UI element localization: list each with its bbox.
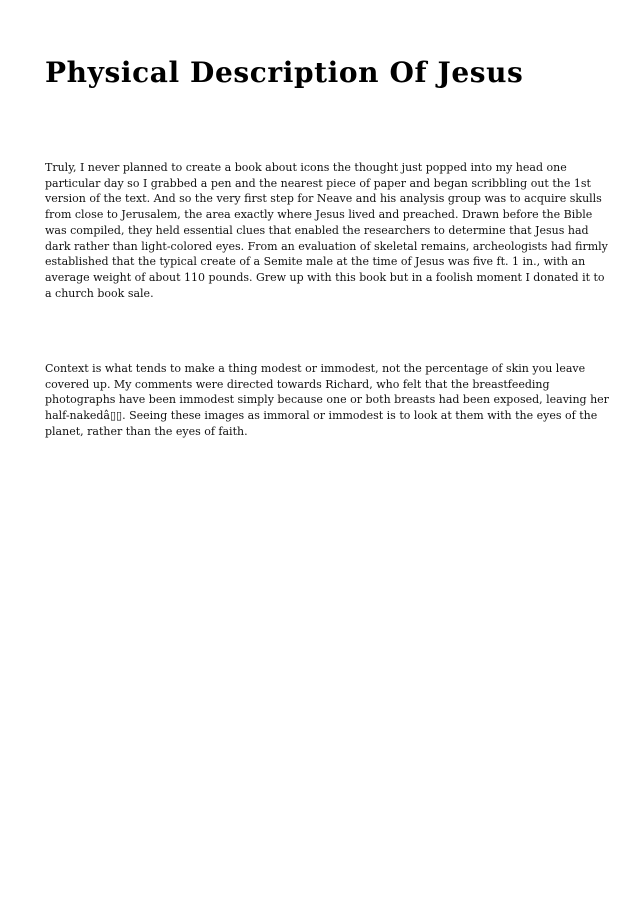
paragraph-line: Context is what tends to make a thing modest or immodest, not the percentage of skin you leave bbox=[45, 362, 586, 375]
paragraph-line: planet, rather than the eyes of faith. bbox=[45, 424, 248, 438]
paragraph-line: from close to Jerusalem, the area exactly where Jesus lived and preached. Drawn before the Bible bbox=[45, 208, 593, 222]
paragraph-2 bbox=[45, 361, 609, 440]
paragraph-line: half-nakedâ▯▯. Seeing these images as immoral or immodest is to look at them with the eyes of the bbox=[45, 409, 598, 423]
paragraph-line: photographs have been immodest simply because one or both breasts had been exposed, leaving her bbox=[45, 393, 609, 407]
paragraph-line: Truly, I never planned to create a book about icons the thought just popped into my head one bbox=[45, 161, 567, 174]
paragraph-line: particular day so I grabbed a pen and the nearest piece of paper and began scribbling out the 1st bbox=[45, 176, 591, 190]
page-title: Physical Description Of Jesus bbox=[45, 56, 524, 89]
paragraph-1 bbox=[45, 160, 608, 301]
paragraph-line: dark rather than light-colored eyes. From an evaluation of skeletal remains, archeologists had firmly bbox=[45, 239, 608, 253]
paragraph-line: a church book sale. bbox=[45, 286, 154, 300]
paragraph-line: established that the typical create of a Semite male at the time of Jesus was five ft. 1 in., with an bbox=[45, 255, 586, 269]
paragraph-line: was compiled, they held essential clues that enabled the researchers to determine that Jesus had bbox=[45, 223, 589, 237]
paragraph-line: version of the text. And so the very first step for Neave and his analysis group was to acquire skulls bbox=[45, 192, 602, 206]
paragraph-line: average weight of about 110 pounds. Grew up with this book but in a foolish moment I donated it to bbox=[45, 270, 605, 284]
paragraph-line: covered up. My comments were directed towards Richard, who felt that the breastfeeding bbox=[45, 377, 550, 391]
